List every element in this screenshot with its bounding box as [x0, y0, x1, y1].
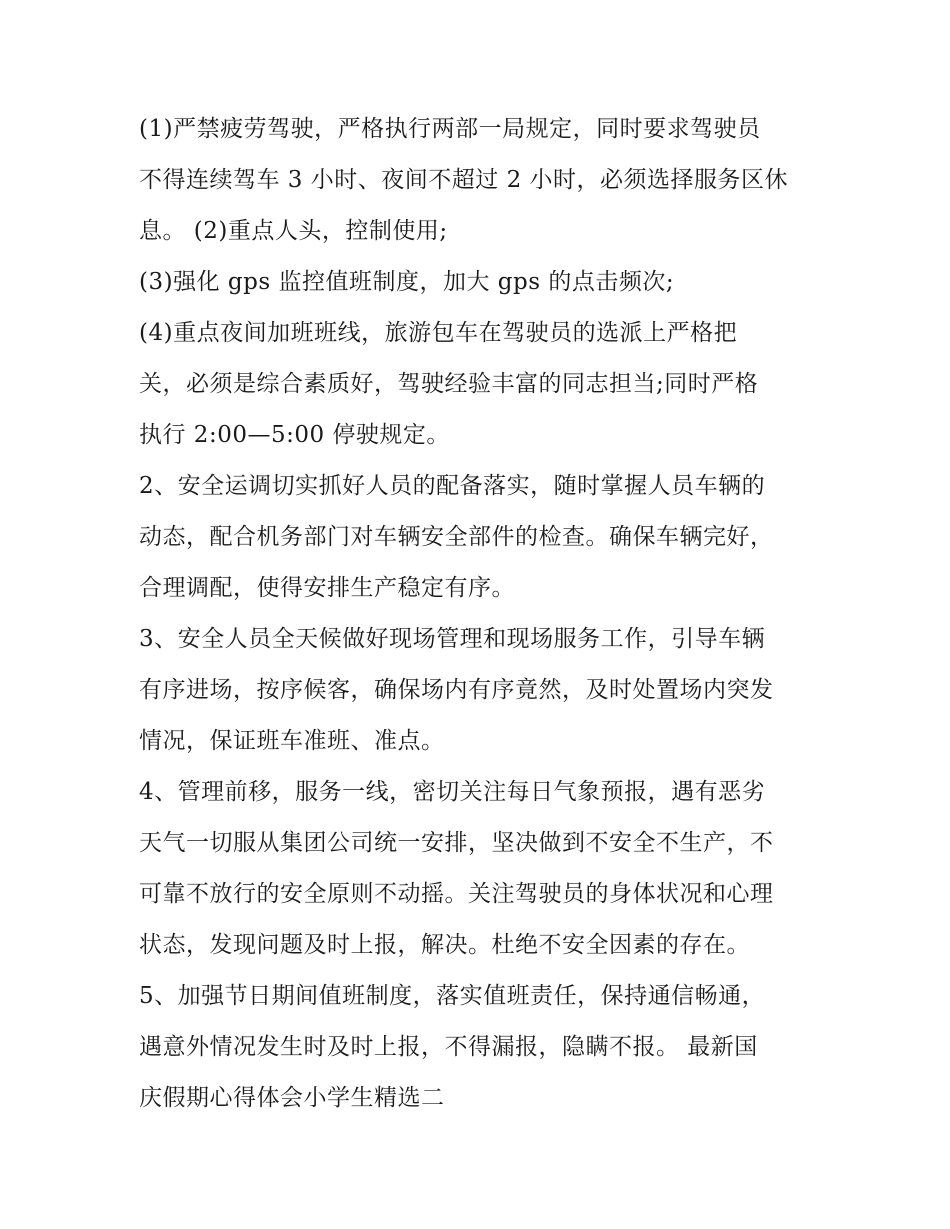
document-body	[139, 104, 819, 1124]
text-line: 有序进场，按序候客，确保场内有序竟然，及时处置场内突发	[139, 677, 774, 703]
text-line: 4、管理前移，服务一线，密切关注每日气象预报，遇有恶劣	[139, 779, 766, 805]
text-line: 关，必须是综合素质好，驾驶经验丰富的同志担当;同时严格	[139, 371, 759, 397]
text-line: 3、安全人员全天候做好现场管理和现场服务工作，引导车辆	[139, 626, 766, 652]
text-line: (1)严禁疲劳驾驶，严格执行两部一局规定，同时要求驾驶员	[139, 116, 761, 142]
text-line: 执行 2:00—5:00 停驶规定。	[139, 422, 450, 448]
text-line: (4)重点夜间加班班线，旅游包车在驾驶员的选派上严格把	[139, 320, 738, 346]
text-line: 合理调配，使得安排生产稳定有序。	[139, 575, 515, 601]
text-line: 天气一切服从集团公司统一安排，坚决做到不安全不生产，不	[139, 830, 774, 856]
text-line: 5、加强节日期间值班制度，落实值班责任，保持通信畅通，	[139, 983, 766, 1009]
text-line: 不得连续驾车 3 小时、夜间不超过 2 小时，必须选择服务区休	[139, 167, 789, 193]
text-line: (3)强化 gps 监控值班制度，加大 gps 的点击频次;	[139, 269, 675, 295]
text-line: 动态，配合机务部门对车辆安全部件的检查。确保车辆完好，	[139, 524, 774, 550]
text-line: 可靠不放行的安全原则不动摇。关注驾驶员的身体状况和心理	[139, 881, 774, 907]
text-line: 遇意外情况发生时及时上报，不得漏报，隐瞒不报。 最新国	[139, 1034, 758, 1060]
text-line: 息。 (2)重点人头，控制使用;	[139, 218, 448, 244]
text-line: 情况，保证班车准班、准点。	[139, 728, 445, 754]
text-line: 状态，发现问题及时上报，解决。杜绝不安全因素的存在。	[139, 932, 750, 958]
text-line: 2、安全运调切实抓好人员的配备落实，随时掌握人员车辆的	[139, 473, 766, 499]
text-line: 庆假期心得体会小学生精选二	[139, 1085, 445, 1111]
